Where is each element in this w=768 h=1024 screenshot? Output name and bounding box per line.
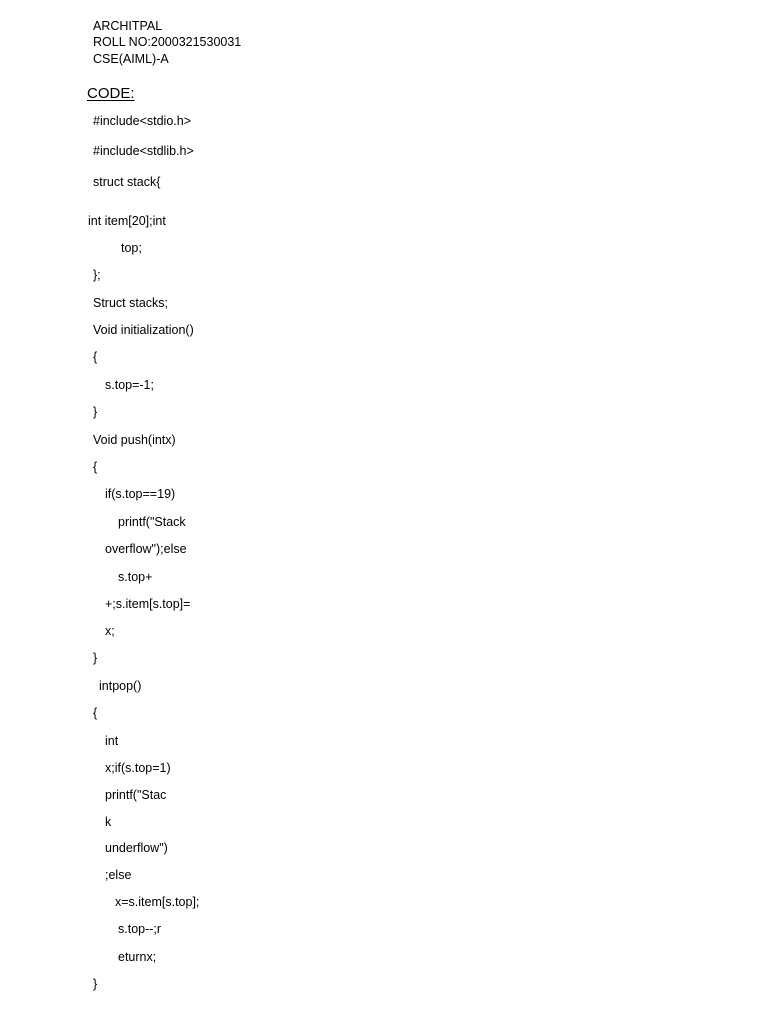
code-line: } <box>93 651 98 665</box>
code-line: }; <box>93 268 101 282</box>
code-line: overflow");else <box>105 542 187 556</box>
code-line: underflow") <box>105 841 168 855</box>
code-line: k <box>105 815 112 829</box>
code-line: int <box>105 734 119 748</box>
code-line: s.top=-1; <box>105 378 154 392</box>
code-line: } <box>93 405 98 419</box>
code-line: #include<stdio.h> <box>93 114 191 128</box>
code-line: } <box>93 977 98 991</box>
code-line: printf("Stack <box>118 515 186 529</box>
code-line: x=s.item[s.top]; <box>115 895 200 909</box>
code-line: Void push(intx) <box>93 433 176 447</box>
code-line: s.top--;r <box>118 922 162 936</box>
code-line: { <box>93 460 98 474</box>
code-line: #include<stdlib.h> <box>93 144 194 158</box>
roll-number: ROLL NO:2000321530031 <box>93 35 242 49</box>
code-line: { <box>93 350 98 364</box>
code-line: x; <box>105 624 115 638</box>
code-line: struct stack{ <box>93 175 161 189</box>
code-line: top; <box>121 241 142 255</box>
code-heading: CODE: <box>87 85 135 102</box>
branch-section: CSE(AIML)-A <box>93 52 169 66</box>
code-line: int item[20];int <box>88 214 166 228</box>
code-line: if(s.top==19) <box>105 487 176 501</box>
code-line: intpop() <box>99 679 142 693</box>
code-line: eturnx; <box>118 950 157 964</box>
code-line: +;s.item[s.top]= <box>105 597 191 611</box>
student-name: ARCHITPAL <box>93 19 163 33</box>
code-line: { <box>93 706 98 720</box>
code-line: x;if(s.top=1) <box>105 761 171 775</box>
code-line: Struct stacks; <box>93 296 169 310</box>
code-line: ;else <box>105 868 132 882</box>
code-line: printf("Stac <box>105 788 167 802</box>
code-line: s.top+ <box>118 570 153 584</box>
code-line: Void initialization() <box>93 323 194 337</box>
